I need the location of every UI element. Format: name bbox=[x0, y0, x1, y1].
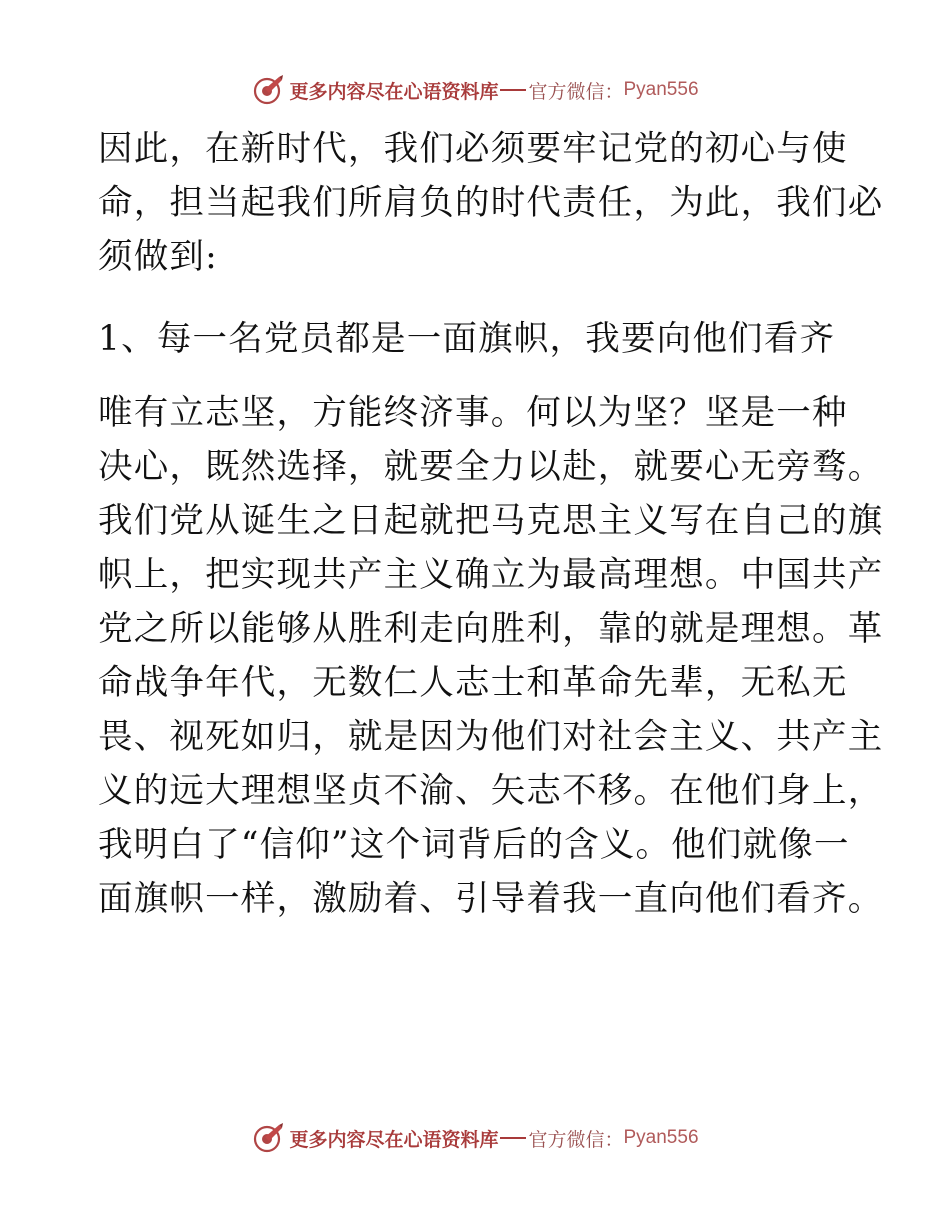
section-heading-text: 1、每一名党员都是一面旗帜，我要向他们看齐 bbox=[98, 319, 836, 359]
intro-paragraph bbox=[98, 122, 884, 284]
text-line: 决心，既然选择，就要全力以赴，就要心无旁骛。 bbox=[98, 447, 884, 487]
pen-logo-icon bbox=[251, 1121, 285, 1155]
text-line: 我明白了“信仰”这个词背后的含义。他们就像一 bbox=[98, 825, 850, 865]
text-line: 因此，在新时代，我们必须要牢记党的初心与使 bbox=[98, 129, 848, 169]
pen-logo-icon bbox=[251, 73, 285, 107]
section-heading bbox=[98, 312, 858, 366]
text-line: 面旗帜一样，激励着、引导着我一直向他们看齐。 bbox=[98, 879, 884, 919]
footer-dash bbox=[500, 1137, 526, 1139]
text-line: 帜上，把实现共产主义确立为最高理想。中国共产 bbox=[98, 555, 884, 595]
footer-banner bbox=[0, 1118, 950, 1158]
text-line: 我们党从诞生之日起就把马克思主义写在自己的旗 bbox=[98, 501, 884, 541]
header-contact-label: 官方微信： bbox=[528, 80, 624, 103]
section-paragraph bbox=[98, 386, 884, 926]
text-line: 唯有立志坚，方能终济事。何以为坚？坚是一种 bbox=[98, 393, 848, 433]
text-line: 命，担当起我们所肩负的时代责任，为此，我们必 bbox=[98, 183, 884, 223]
text-line: 党之所以能够从胜利走向胜利，靠的就是理想。革 bbox=[98, 609, 884, 649]
footer-contact-label: 官方微信： bbox=[528, 1128, 624, 1151]
text-line: 须做到: bbox=[98, 237, 218, 277]
header-brand-text: 更多内容尽在心语资料库 bbox=[289, 80, 499, 103]
footer-brand-text: 更多内容尽在心语资料库 bbox=[289, 1128, 499, 1151]
header-contact-id: Pyan556 bbox=[623, 79, 699, 100]
header-banner bbox=[0, 70, 950, 110]
footer-contact-id: Pyan556 bbox=[623, 1127, 699, 1148]
text-line: 畏、视死如归，就是因为他们对社会主义、共产主 bbox=[98, 717, 884, 757]
text-line: 义的远大理想坚贞不渝、矢志不移。在他们身上， bbox=[98, 771, 884, 811]
text-line: 命战争年代，无数仁人志士和革命先辈，无私无 bbox=[98, 663, 848, 703]
header-dash bbox=[500, 89, 526, 91]
